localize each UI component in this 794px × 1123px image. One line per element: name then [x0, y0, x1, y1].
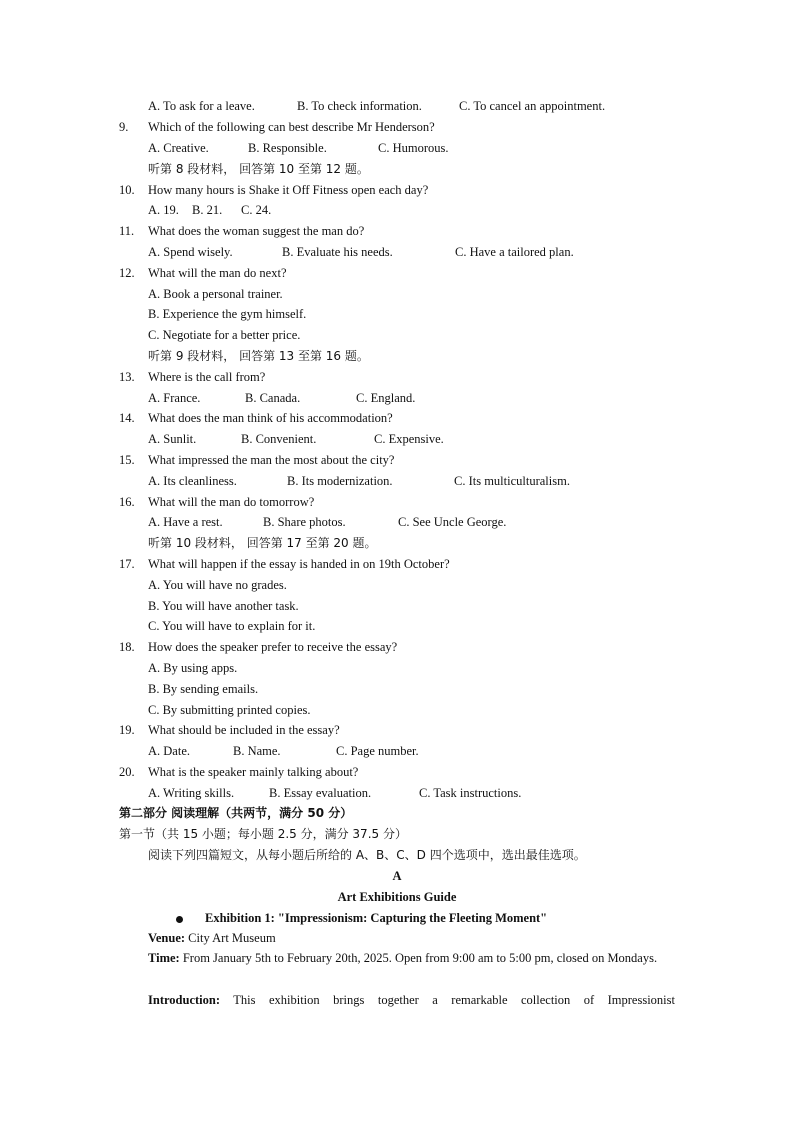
question-number: 20. [119, 765, 135, 779]
option-b: B. To check information. [297, 99, 422, 113]
option-c: C. By submitting printed copies. [148, 703, 311, 717]
question-text: What does the man think of his accommodation? [148, 411, 393, 425]
time-value: From January 5th to February 20th, 2025. Open from 9:00 am to 5:00 pm, closed on Mondays. [179, 951, 658, 965]
question-number: 15. [119, 453, 135, 467]
listening-instruction-8: 听第 8 段材料， 回答第 10 至第 12 题。 [148, 162, 369, 176]
time-paragraph [119, 948, 675, 969]
option-a: A. 19. [148, 203, 179, 217]
option-c: C. 24. [241, 203, 272, 217]
question-number: 11. [119, 224, 135, 238]
option-a: A. Book a personal trainer. [148, 287, 283, 301]
question-text: Which of the following can best describe Mr Henderson? [148, 120, 435, 134]
option-c: C. To cancel an appointment. [459, 99, 606, 113]
option-a: A. To ask for a leave. [148, 99, 255, 113]
question-number: 17. [119, 557, 135, 571]
option-c: C. Page number. [336, 744, 419, 758]
question-text: Where is the call from? [148, 370, 266, 384]
option-c: C. Task instructions. [419, 786, 522, 800]
option-b: B. Its modernization. [287, 474, 393, 488]
question-text: How many hours is Shake it Off Fitness open each day? [148, 183, 429, 197]
option-c: C. See Uncle George. [398, 515, 507, 529]
question-text: What will the man do next? [148, 266, 287, 280]
bullet-icon [176, 916, 183, 923]
option-a: A. Creative. [148, 141, 209, 155]
option-b: B. Canada. [245, 391, 301, 405]
question-number: 16. [119, 495, 135, 509]
option-a: A. France. [148, 391, 201, 405]
question-number: 18. [119, 640, 135, 654]
option-c: C. Have a tailored plan. [455, 245, 574, 259]
question-text: How does the speaker prefer to receive the essay? [148, 640, 398, 654]
option-c: C. You will have to explain for it. [148, 619, 316, 633]
option-a: A. Sunlit. [148, 432, 197, 446]
option-b: B. By sending emails. [148, 682, 259, 696]
section1-title: 第一节（共 15 小题；每小题 2.5 分，满分 37.5 分） [119, 827, 407, 841]
exhibition-1-title-text: Exhibition 1: "Impressionism: Capturing the Fleeting Moment" [205, 911, 548, 925]
introduction-label: Introduction: [148, 993, 221, 1007]
introduction-paragraph [119, 990, 675, 1011]
option-c: C. Humorous. [378, 141, 449, 155]
part2-title: 第二部分 阅读理解（共两节，满分 50 分） [119, 806, 353, 820]
venue-line [148, 930, 276, 946]
option-b: B. 21. [192, 203, 223, 217]
question-number: 10. [119, 183, 135, 197]
venue-label: Venue: [148, 931, 186, 945]
passage-title: Art Exhibitions Guide [337, 890, 457, 904]
option-b: B. Name. [233, 744, 281, 758]
option-b: B. Share photos. [263, 515, 346, 529]
option-b: B. Evaluate his needs. [282, 245, 393, 259]
option-c: C. Its multiculturalism. [454, 474, 570, 488]
option-a: A. By using apps. [148, 661, 238, 675]
option-b: B. Convenient. [241, 432, 317, 446]
question-number: 12. [119, 266, 135, 280]
option-a: A. Spend wisely. [148, 245, 233, 259]
option-b: B. You will have another task. [148, 599, 299, 613]
option-c: C. England. [356, 391, 416, 405]
option-b: B. Essay evaluation. [269, 786, 372, 800]
section1-instruction: 阅读下列四篇短文，从每小题后所给的 A、B、C、D 四个选项中，选出最佳选项。 [148, 848, 586, 862]
introduction-value: This exhibition brings together a remarkable collection of Impressionist [220, 993, 675, 1007]
question-number: 14. [119, 411, 135, 425]
exhibition-1-title [176, 910, 547, 926]
question-number: 9. [119, 120, 129, 134]
option-b: B. Experience the gym himself. [148, 307, 307, 321]
question-number: 13. [119, 370, 135, 384]
listening-instruction-9: 听第 9 段材料， 回答第 13 至第 16 题。 [148, 349, 369, 363]
option-a: A. Have a rest. [148, 515, 223, 529]
option-a: A. Writing skills. [148, 786, 235, 800]
option-a: A. Date. [148, 744, 190, 758]
option-c: C. Negotiate for a better price. [148, 328, 301, 342]
question-text: What will the man do tomorrow? [148, 495, 315, 509]
question-text: What impressed the man the most about the city? [148, 453, 395, 467]
time-label: Time: [148, 951, 180, 965]
question-text: What does the woman suggest the man do? [148, 224, 365, 238]
option-c: C. Expensive. [374, 432, 444, 446]
question-text: What is the speaker mainly talking about? [148, 765, 359, 779]
venue-value: City Art Museum [185, 931, 276, 945]
option-b: B. Responsible. [248, 141, 327, 155]
option-a: A. Its cleanliness. [148, 474, 237, 488]
question-number: 19. [119, 723, 135, 737]
option-a: A. You will have no grades. [148, 578, 287, 592]
listening-instruction-10: 听第 10 段材料， 回答第 17 至第 20 题。 [148, 536, 377, 550]
question-text: What will happen if the essay is handed in on 19th October? [148, 557, 450, 571]
passage-letter: A [392, 869, 402, 883]
question-text: What should be included in the essay? [148, 723, 340, 737]
